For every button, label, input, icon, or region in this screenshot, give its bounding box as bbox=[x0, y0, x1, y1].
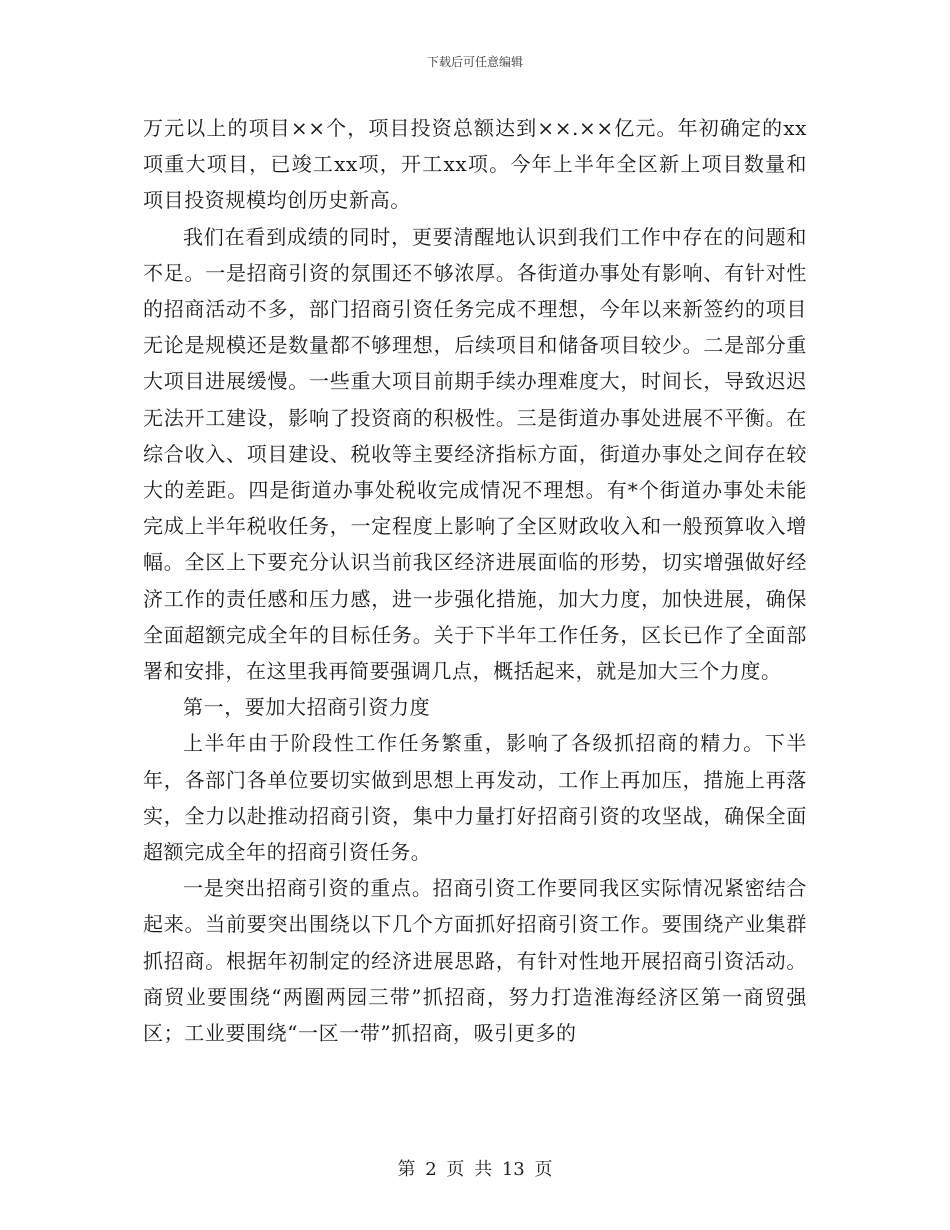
section-heading: 第一，要加大招商引资力度 bbox=[183, 695, 431, 720]
page-header-note: 下载后可任意编辑 bbox=[426, 55, 523, 69]
paragraph-1: 万元以上的项目××个，项目投资总额达到××.××亿元。年初确定的xx项重大项目，已竣工xx项，开工xx项。今年上半年全区新上项目数量和项目投资规模均创历史新高。 bbox=[143, 116, 807, 213]
document-body bbox=[143, 110, 807, 1051]
paragraph-4: 一是突出招商引资的重点。招商引资工作要同我区实际情况紧密结合起来。当前要突出围绕以下几个方面抓好招商引资工作。要围绕产业集群抓招商。根据年初制定的经济进展思路，有针对性地开展招商引资活动。商贸业要围绕“两圈两园三带”抓招商，努力打造淮海经济区第一商贸强区；工业要围绕“一区一带”抓招商，吸引更多的 bbox=[143, 876, 807, 1046]
paragraph-2: 我们在看到成绩的同时，更要清醒地认识到我们工作中存在的问题和不足。一是招商引资的氛围还不够浓厚。各街道办事处有影响、有针对性的招商活动不多，部门招商引资任务完成不理想，今年以来新签约的项目无论是规模还是数量都不够理想，后续项目和储备项目较少。二是部分重大项目进展缓慢。一些重大项目前期手续办理难度大，时间长，导致迟迟无法开工建设，影响了投资商的积极性。三是街道办事处进展不平衡。在综合收入、项目建设、税收等主要经济指标方面，街道办事处之间存在较大的差距。四是街道办事处税收完成情况不理想。有*个街道办事处未能完成上半年税收任务，一定程度上影响了全区财政收入和一般预算收入增幅。全区上下要充分认识当前我区经济进展面临的形势，切实增强做好经济工作的责任感和压力感，进一步强化措施，加大力度，加快进展，确保全面超额完成全年的目标任务。关于下半年工作任务，区长已作了全面部署和安排，在这里我再简要强调几点，概括起来，就是加大三个力度。 bbox=[143, 224, 807, 684]
page-number-footer: 第 2 页 共 13 页 bbox=[397, 1159, 553, 1180]
paragraph-3: 上半年由于阶段性工作任务繁重，影响了各级抓招商的精力。下半年，各部门各单位要切实做到思想上再发动，工作上再加压，措施上再落实，全力以赴推动招商引资，集中力量打好招商引资的攻坚战，确保全面超额完成全年的招商引资任务。 bbox=[143, 731, 807, 865]
